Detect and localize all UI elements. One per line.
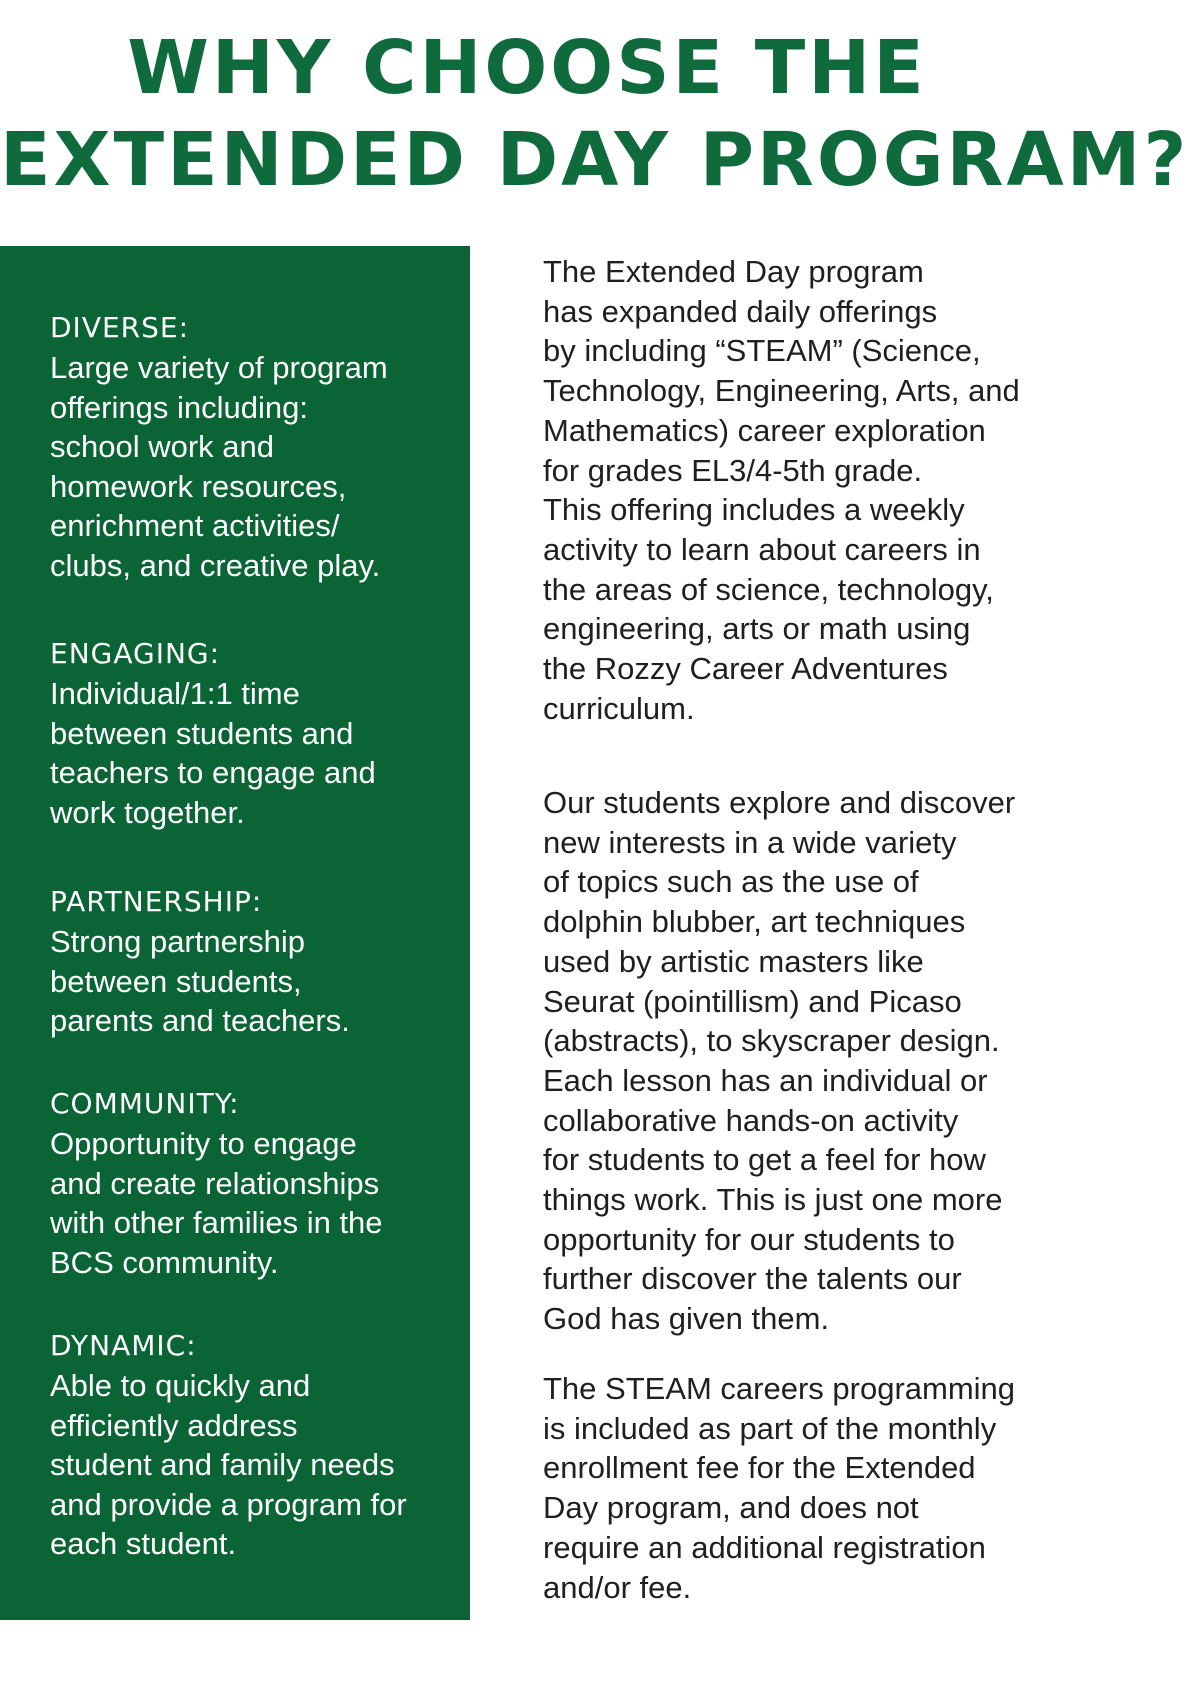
steam-intro-paragraph: The Extended Day program has expanded daily offerings by including “STEAM” (Science, Technology, Engineering, Arts, and Mathematics) career exploration for grades EL3/4-5th grade. This offering includes a weekly activity to learn about careers in the areas of science, technology, engineering, arts or math using the Rozzy Career Adventures curriculum. <box>543 254 1020 726</box>
section-dynamic <box>50 1326 460 1564</box>
section-heading: PARTNERSHIP: <box>50 885 263 918</box>
section-engaging <box>50 634 460 832</box>
section-diverse <box>50 308 460 585</box>
title-line-2: EXTENDED DAY PROGRAM? <box>0 117 1189 203</box>
section-body: Individual/1:1 time between students and teachers to engage and work together. <box>50 676 376 830</box>
benefits-panel <box>0 246 470 1620</box>
title-line-1: WHY CHOOSE THE <box>127 25 927 111</box>
section-partnership <box>50 882 460 1041</box>
section-heading: DYNAMIC: <box>50 1329 197 1362</box>
section-body: Strong partnership between students, parents and teachers. <box>50 924 350 1038</box>
section-heading: DIVERSE: <box>50 311 190 344</box>
section-heading: COMMUNITY: <box>50 1087 240 1120</box>
fee-paragraph: The STEAM careers programming is included as part of the monthly enrollment fee for the Extended Day program, and does not require an additional registration and/or fee. <box>543 1371 1016 1605</box>
section-body: Opportunity to engage and create relationships with other families in the BCS community. <box>50 1126 383 1280</box>
section-heading: ENGAGING: <box>50 637 221 670</box>
section-community <box>50 1084 460 1282</box>
section-body: Large variety of program offerings including: school work and homework resources, enrichment activities/ clubs, and creative play. <box>50 350 388 583</box>
page-title <box>0 22 1189 206</box>
section-body: Able to quickly and efficiently address student and family needs and provide a program for each student. <box>50 1368 407 1561</box>
topics-paragraph: Our students explore and discover new interests in a wide variety of topics such as the use of dolphin blubber, art techniques used by artistic masters like Seurat (pointillism) and Picaso (abstracts), to skyscraper design. Each lesson has an individual or collaborative hands-on activity for students to get a feel for how things work. This is just one more opportunity for our students to further discover the talents our God has given them. <box>543 785 1016 1337</box>
